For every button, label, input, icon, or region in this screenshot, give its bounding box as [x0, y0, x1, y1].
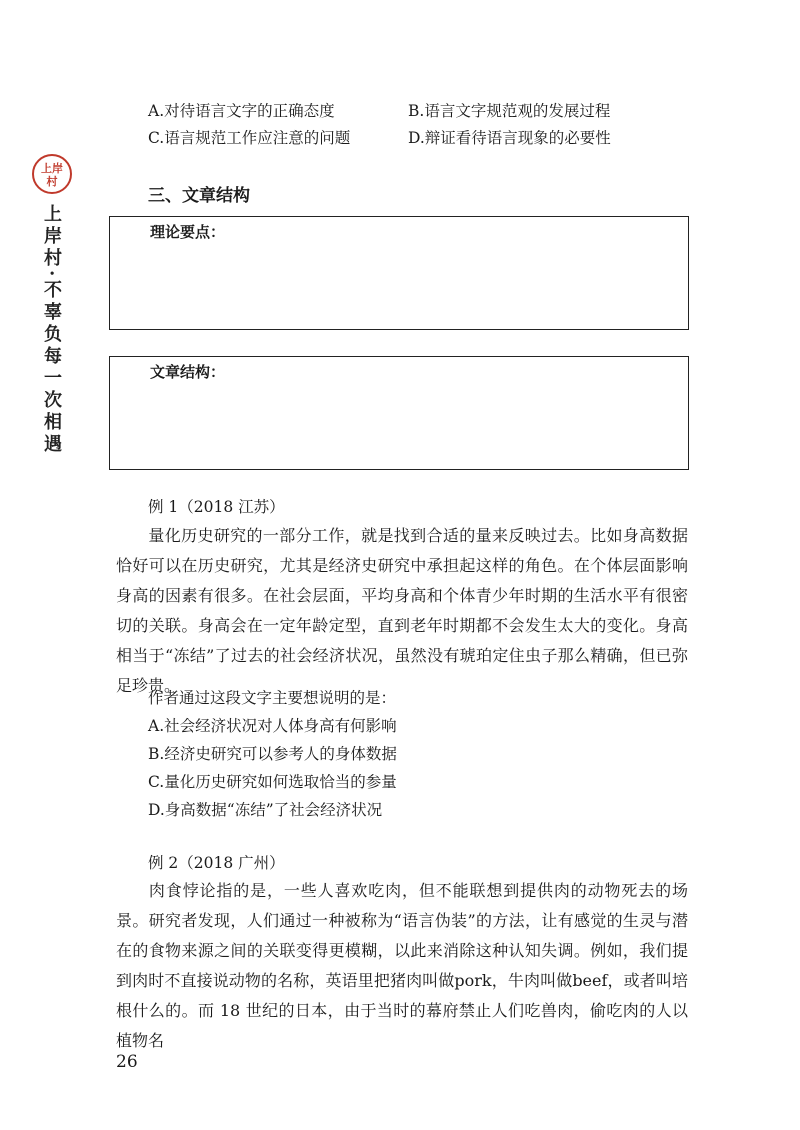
example2-passage-text: 肉食悖论指的是，一些人喜欢吃肉，但不能联想到提供肉的动物死去的场景。研究者发现，人们通过一种被称为“语言伪装”的方法，让有感觉的生灵与潜在的食物来源之间的关联变得更模糊，以此来消除这种认知失调。例如，我们提到肉时不直接说动物的名称，英语里把猪肉叫做pork，牛肉叫做beef，或者叫培根什么的。而 18 世纪的日本，由于当时的幕府禁止人们吃兽肉，偷吃肉的人以植物名	[116, 881, 688, 1050]
example2-passage	[116, 876, 688, 1056]
structure-label: 文章结构：	[150, 363, 226, 381]
example1-question: 作者通过这段文字主要想说明的是：	[148, 689, 397, 707]
sidebar-slogan: 上岸村·不辜负每一次相遇	[41, 204, 62, 457]
example1-option-d: D.身高数据“冻结”了社会经济状况	[148, 801, 383, 819]
example1-passage-text: 量化历史研究的一部分工作，就是找到合适的量来反映过去。比如身高数据恰好可以在历史研究，尤其是经济史研究中承担起这样的角色。在个体层面影响身高的因素有很多。在社会层面，平均身高和个体青少年时期的生活水平有很密切的关联。身高会在一定年龄定型，直到老年时期都不会发生太大的变化。身高相当于“冻结”了过去的社会经济状况，虽然没有琥珀定住虫子那么精确，但已弥足珍贵。	[116, 526, 688, 695]
prev-option-b: B.语言文字规范观的发展过程	[408, 102, 611, 120]
page-number: 26	[116, 1052, 138, 1072]
example1-option-c: C.量化历史研究如何选取恰当的参量	[148, 773, 397, 791]
theory-box[interactable]	[109, 216, 689, 330]
svg-text:村: 村	[46, 175, 58, 188]
example1-option-a: A.社会经济状况对人体身高有何影响	[148, 717, 397, 735]
prev-option-c: C.语言规范工作应注意的问题	[148, 129, 351, 147]
example2-title: 例 2（2018 广州）	[148, 854, 285, 872]
prev-option-d: D.辩证看待语言现象的必要性	[408, 129, 611, 147]
prev-option-a: A.对待语言文字的正确态度	[148, 102, 335, 120]
svg-text:上岸: 上岸	[41, 162, 63, 175]
example1-title: 例 1（2018 江苏）	[148, 498, 285, 516]
example1-passage	[116, 521, 688, 701]
structure-box[interactable]	[109, 356, 689, 470]
shanganc-logo	[30, 152, 74, 196]
section-heading: 三、文章结构	[148, 186, 250, 206]
example1-option-b: B.经济史研究可以参考人的身体数据	[148, 745, 397, 763]
theory-label: 理论要点：	[150, 223, 226, 241]
